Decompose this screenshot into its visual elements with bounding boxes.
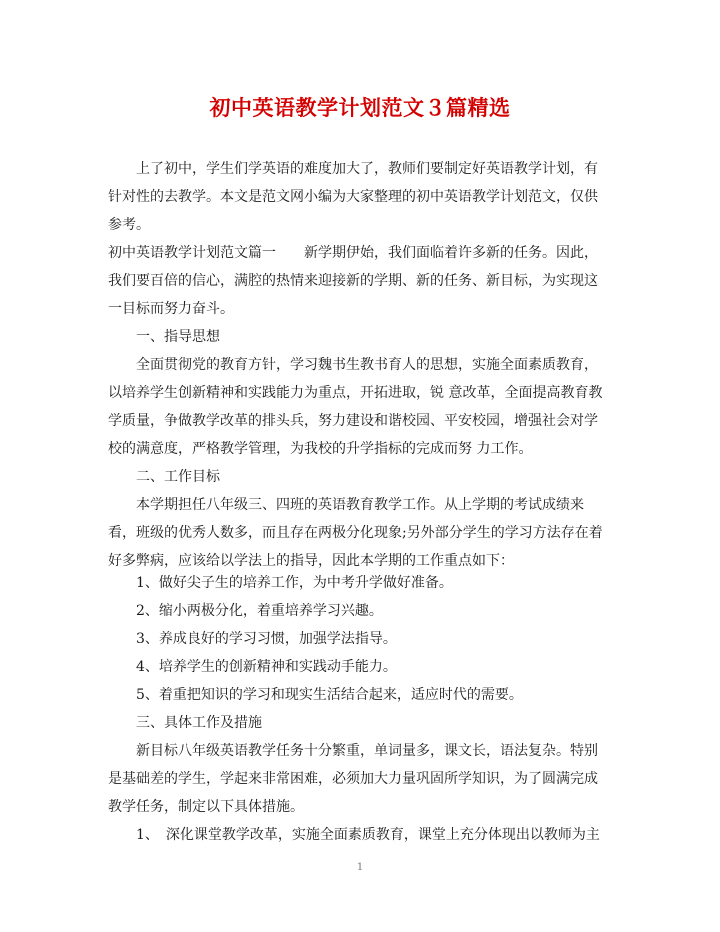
goal-item: 1、做好尖子生的培养工作，为中考升学做好准备。	[136, 575, 453, 591]
paragraph-1: 初中英语教学计划范文篇一 新学期伊始，我们面临着许多新的任务。因此，我们要百倍的信心，满腔的热情来迎接新的学期、新的任务、新目标，为实现这一目标而努力奋斗。	[108, 245, 598, 317]
section-1-body: 全面贯彻党的教育方针，学习魏书生教书育人的思想，实施全面素质教育，以培养学生创新精神和实践能力为重点，开拓进取，锐 意改革，全面提高教育教学质量，争做教学改革的排头兵，努力建设和谐校园、平安校园，增强社会对学校的满意度，严格教学管理，为我校的升学指标的完成而努 力工作。	[108, 357, 603, 457]
section-2-body: 本学期担任八年级三、四班的英语教育教学工作。从上学期的考试成绩来看，班级的优秀人数多，而且存在两极分化现象;另外部分学生的学习方法存在着好多弊病，应该给以学法上的指导，因此本学期的工作重点如下：	[108, 497, 603, 569]
section-3-heading: 三、具体工作及措施	[136, 715, 262, 731]
goal-item: 5、着重把知识的学习和现实生活结合起来，适应时代的需要。	[136, 687, 523, 703]
goal-item: 3、养成良好的学习习惯，加强学法指导。	[136, 631, 397, 647]
section-3-body: 新目标八年级英语教学任务十分繁重，单词量多，课文长，语法复杂。特别是基础差的学生，学起来非常困难，必须加大力量巩固所学知识，为了圆满完成教学任务，制定以下具体措施。	[108, 743, 598, 815]
section-1-heading: 一、指导思想	[136, 329, 220, 345]
document-title: 初中英语教学计划范文３篇精选	[209, 95, 511, 120]
page-number: 1	[356, 862, 364, 873]
measure-1: 1、 深化课堂教学改革，实施全面素质教育，课堂上充分体现出以教师为主	[136, 827, 600, 843]
intro-paragraph: 上了初中，学生们学英语的难度加大了，教师们要制定好英语教学计划，有针对性的去教学。本文是范文网小编为大家整理的初中英语教学计划范文，仅供参考。	[108, 161, 598, 233]
goal-item: 4、培养学生的创新精神和实践动手能力。	[136, 659, 397, 675]
section-2-heading: 二、工作目标	[136, 469, 220, 485]
goal-item: 2、缩小两极分化，着重培养学习兴趣。	[136, 603, 383, 619]
